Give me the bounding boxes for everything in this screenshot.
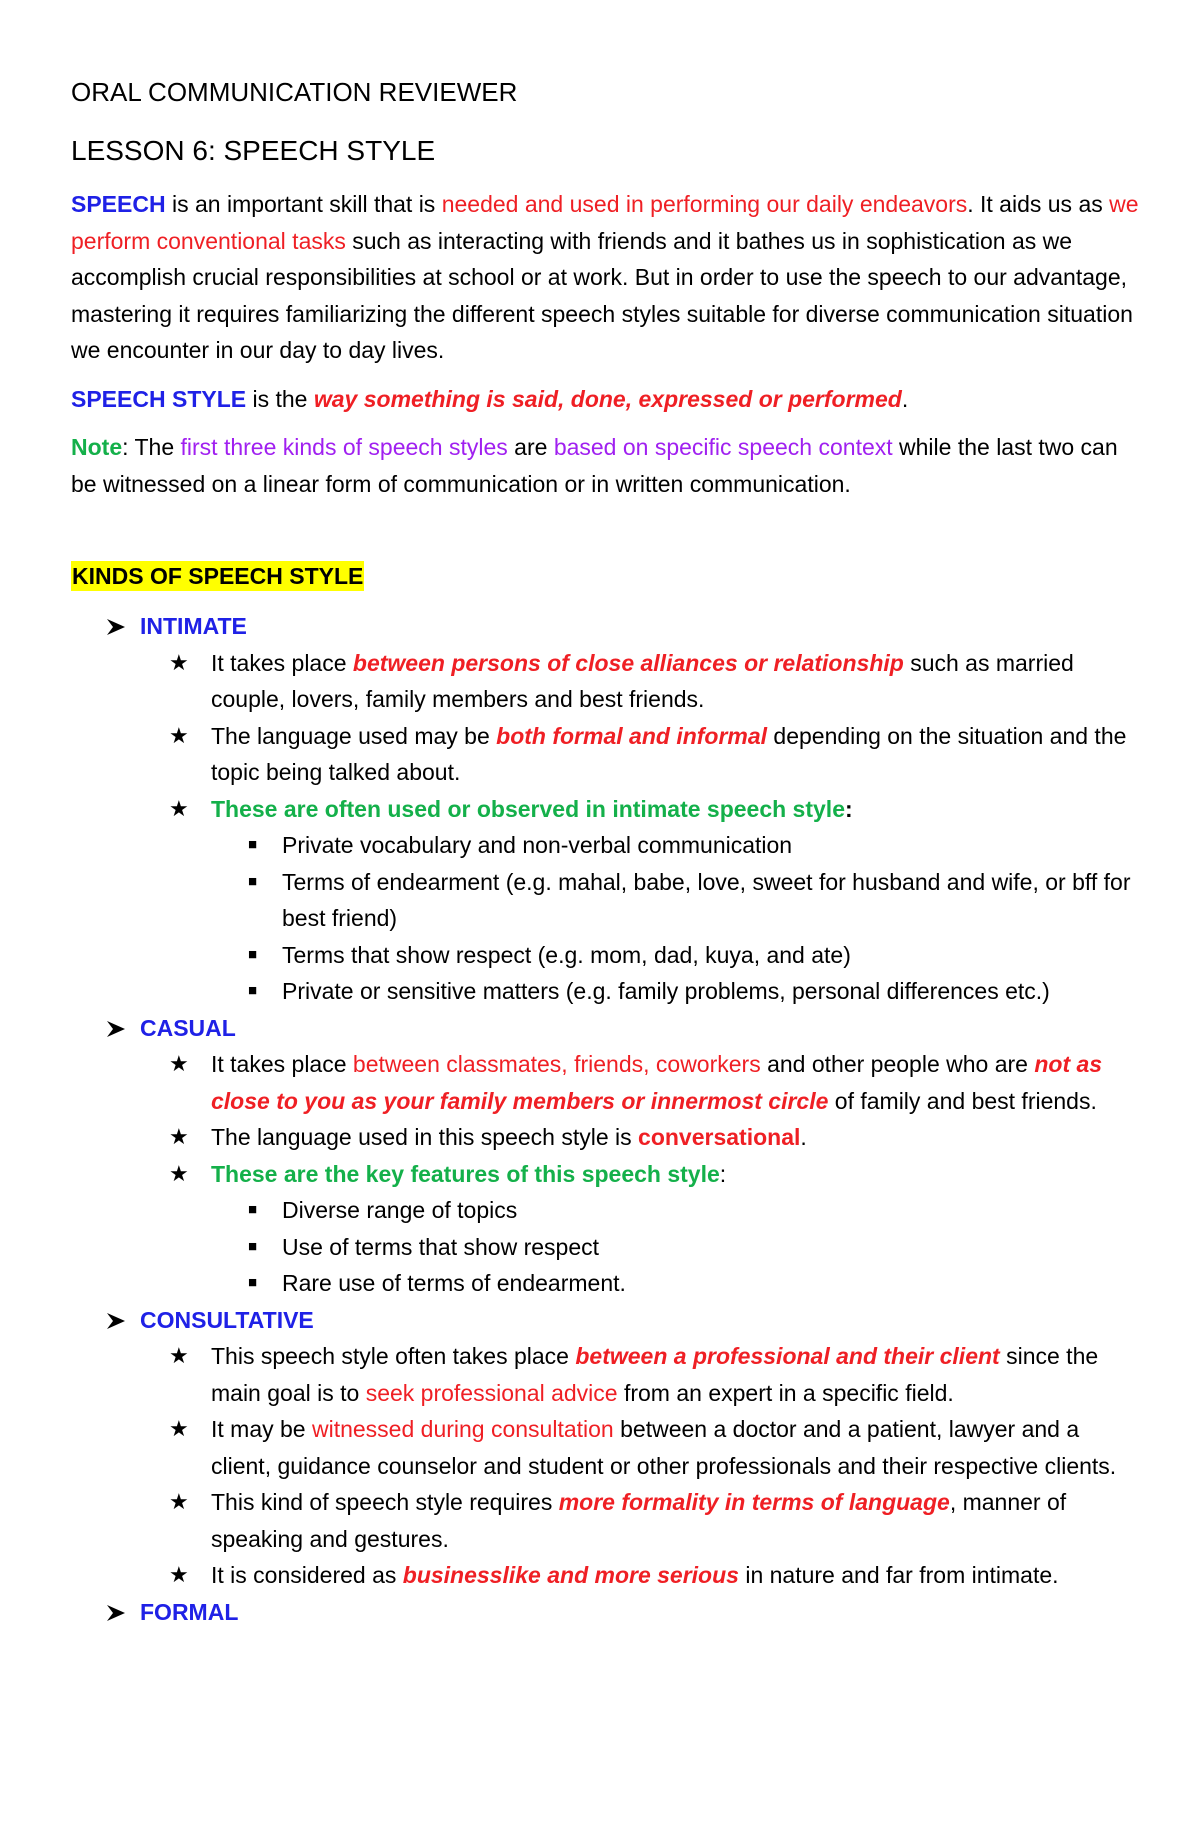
list-item: ■ Private vocabulary and non-verbal communication [71, 827, 1140, 864]
list-item: ★ The language used may be both formal and informal depending on the situation and the topic being talked about. [71, 718, 1140, 791]
intro-paragraph-note: Note: The first three kinds of speech styles are based on specific speech context while the last two can be witnessed on a linear form of communication or in written communication. [71, 434, 1118, 497]
arrow-bullet-icon [105, 1010, 127, 1039]
square-bullet-icon: ■ [248, 945, 258, 963]
star-bullet-icon: ★ [169, 649, 189, 675]
lesson-title: LESSON 6: SPEECH STYLE [71, 135, 436, 166]
style-intimate [71, 608, 1140, 645]
list-item: ■ Diverse range of topics [71, 1192, 1140, 1229]
list-item: ★ The language used in this speech style is conversational. [71, 1119, 1140, 1156]
star-bullet-icon: ★ [169, 722, 189, 748]
speech-style-term: SPEECH STYLE [71, 385, 247, 412]
style-casual [71, 1010, 1140, 1047]
intro-paragraph-speech-style: SPEECH STYLE is the way something is said, done, expressed or performed. [71, 385, 909, 412]
style-consultative [71, 1302, 1140, 1339]
list-item: ★ This kind of speech style requires more formality in terms of language, manner of speaking and gestures. [71, 1484, 1140, 1557]
list-item: ★ It may be witnessed during consultation between a doctor and a patient, lawyer and a client, guidance counselor and student or other professionals and their respective clients. [71, 1411, 1140, 1484]
star-bullet-icon: ★ [169, 1416, 189, 1441]
kinds-heading: KINDS OF SPEECH STYLE [72, 563, 364, 589]
list-item: ■ Terms of endearment (e.g. mahal, babe, love, sweet for husband and wife, or bff for best friend) [71, 864, 1140, 937]
star-bullet-icon: ★ [169, 1160, 189, 1186]
square-bullet-icon: ■ [248, 1237, 258, 1255]
star-bullet-icon: ★ [169, 1051, 189, 1076]
list-item: ■ Use of terms that show respect [71, 1229, 1140, 1266]
star-bullet-icon: ★ [169, 1124, 189, 1149]
star-bullet-icon: ★ [169, 1562, 189, 1587]
intro-paragraph-speech: SPEECH is an important skill that is needed and used in performing our daily endeavors. It aids us as we perform conventional tasks such as interacting with friends and it bathes us in sophistication as we accomplish crucial responsibilities at school or at work. But in order to use the speech to our advantage, mastering it requires familiarizing the different speech styles suitable for diverse communication situation we encounter in our day to day lives. [71, 191, 1139, 363]
note-label: Note [71, 434, 123, 460]
star-bullet-icon: ★ [169, 1489, 189, 1514]
square-bullet-icon: ■ [248, 836, 258, 853]
style-name: INTIMATE [140, 613, 247, 639]
document-title: ORAL COMMUNICATION REVIEWER [71, 77, 518, 107]
style-name: CASUAL [140, 1014, 236, 1041]
list-item: ■ Rare use of terms of endearment. [71, 1265, 1140, 1302]
list-item: ★ This speech style often takes place between a professional and their client since the main goal is to seek professional advice from an expert in a specific field. [71, 1338, 1140, 1411]
arrow-bullet-icon [105, 1302, 127, 1331]
list-item: ■ Terms that show respect (e.g. mom, dad, kuya, and ate) [71, 937, 1140, 974]
square-bullet-icon: ■ [248, 872, 258, 890]
arrow-bullet-icon [105, 608, 127, 637]
list-item: ■ Private or sensitive matters (e.g. family problems, personal differences etc.) [71, 973, 1140, 1010]
speech-term: SPEECH [71, 191, 166, 217]
list-item: ★ These are the key features of this speech style: [71, 1156, 1140, 1193]
square-bullet-icon: ■ [248, 982, 258, 999]
list-item: ★ It takes place between persons of close alliances or relationship such as married couple, lovers, family members and best friends. [71, 645, 1140, 718]
star-bullet-icon: ★ [169, 1343, 189, 1368]
style-formal [71, 1594, 1140, 1631]
square-bullet-icon: ■ [248, 1274, 258, 1291]
list-item: ★ It is considered as businesslike and more serious in nature and far from intimate. [71, 1557, 1140, 1594]
style-name: CONSULTATIVE [140, 1306, 314, 1333]
arrow-bullet-icon [105, 1594, 127, 1623]
star-bullet-icon: ★ [169, 795, 189, 821]
style-name: FORMAL [140, 1598, 239, 1625]
list-item: ★ It takes place between classmates, friends, coworkers and other people who are not as close to you as your family members or innermost circle of family and best friends. [71, 1046, 1140, 1119]
list-item: ★ These are often used or observed in intimate speech style: [71, 791, 1140, 828]
square-bullet-icon: ■ [248, 1201, 258, 1218]
